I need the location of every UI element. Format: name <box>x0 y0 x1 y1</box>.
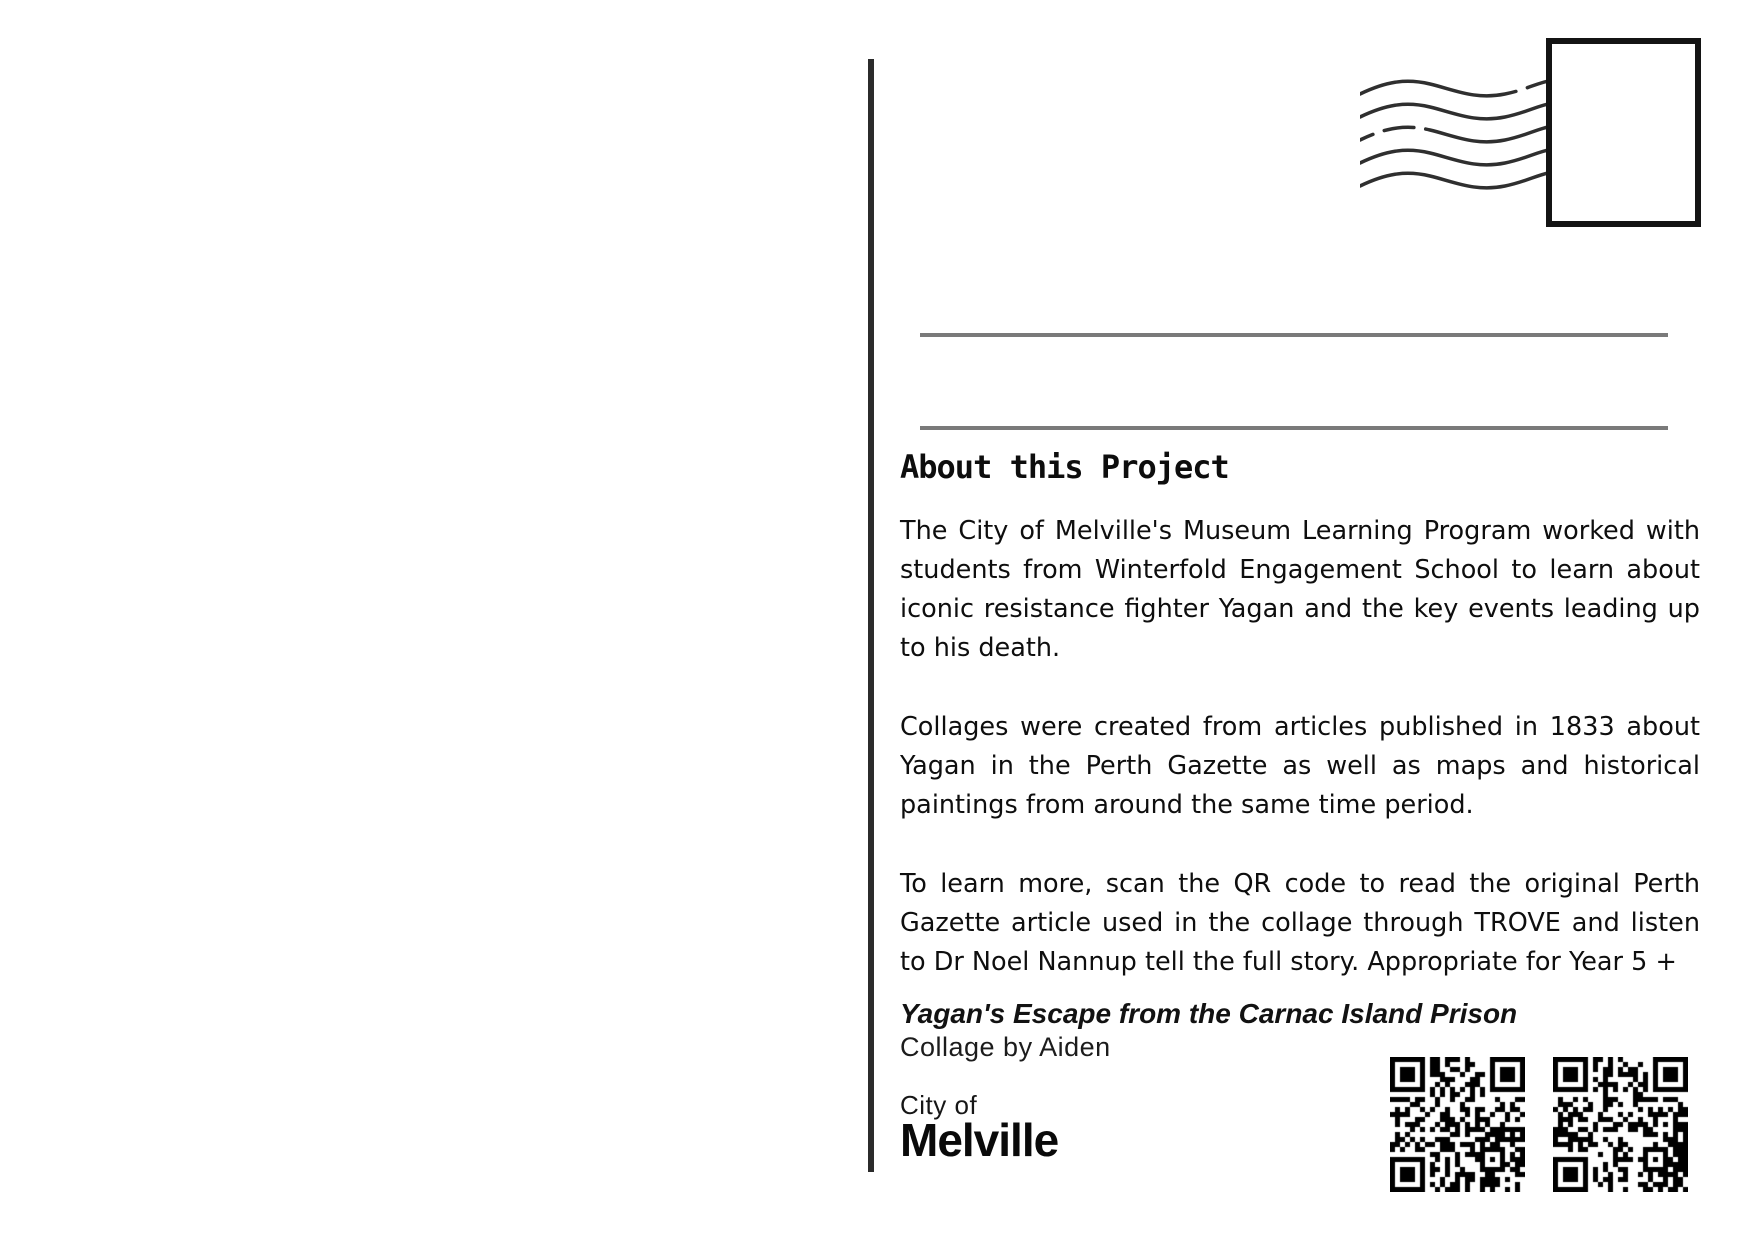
logo-melville-text: Melville <box>900 1114 1059 1166</box>
section-heading: About this Project <box>900 448 1229 486</box>
artwork-title: Yagan's Escape from the Carnac Island Prison <box>900 998 1518 1029</box>
logo-city-of-text: City of <box>900 1090 978 1120</box>
postcard-divider <box>868 59 874 1172</box>
about-paragraph-3: To learn more, scan the QR code to read the original Perth Gazette article used in the collage through TROVE and listen to Dr Noel Nannup tell the full story. Appropriate for Year 5 + <box>900 869 1700 977</box>
about-section <box>900 448 1700 1166</box>
address-line <box>920 426 1668 430</box>
address-line <box>920 333 1668 337</box>
about-paragraph-2: Collages were created from articles published in 1833 about Yagan in the Perth Gazette as well as maps and historical paintings from around the same time period. <box>900 712 1700 820</box>
qr-code-1 <box>1390 1057 1525 1192</box>
stamp-placeholder-box <box>1546 38 1701 227</box>
qr-code-2 <box>1553 1057 1688 1192</box>
artwork-credit: Collage by Aiden <box>900 1032 1111 1062</box>
about-paragraph-1: The City of Melville's Museum Learning Program worked with students from Winterfold Engagement School to learn about iconic resistance fighter Yagan and the key events leading up to his death. <box>900 516 1700 663</box>
